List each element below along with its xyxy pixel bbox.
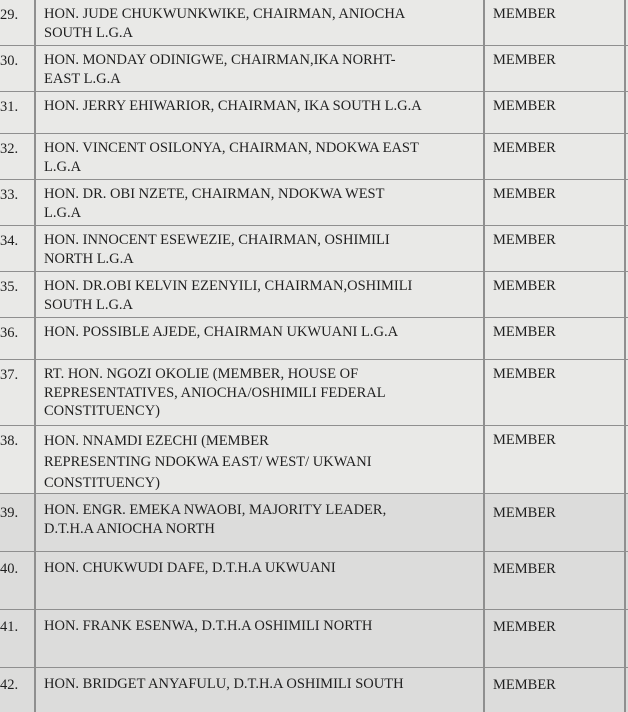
table-row — [0, 92, 628, 134]
member-name: HON. ENGR. EMEKA NWAOBI, MAJORITY LEADER, D.T.H.A ANIOCHA NORTH — [44, 502, 387, 537]
member-name: HON. INNOCENT ESEWEZIE, CHAIRMAN, OSHIMILI NORTH L.G.A — [44, 232, 390, 267]
row-number: 40. — [0, 561, 19, 577]
member-name: HON. CHUKWUDI DAFE, D.T.H.A UKWUANI — [44, 560, 336, 576]
member-name: HON. MONDAY ODINIGWE, CHAIRMAN,IKA NORHT- EAST L.G.A — [44, 52, 396, 87]
table-row — [0, 272, 628, 318]
member-role: MEMBER — [493, 98, 556, 114]
table-row — [0, 226, 628, 272]
member-role: MEMBER — [493, 6, 556, 22]
member-name: HON. POSSIBLE AJEDE, CHAIRMAN UKWUANI L.G.A — [44, 324, 399, 340]
member-name: HON. JERRY EHIWARIOR, CHAIRMAN, IKA SOUTH L.G.A — [44, 98, 422, 114]
column-divider — [34, 0, 36, 712]
row-number: 30. — [0, 53, 19, 69]
row-number: 29. — [0, 7, 19, 23]
table-row — [0, 552, 628, 610]
member-role: MEMBER — [493, 561, 556, 577]
member-name: HON. DR.OBI KELVIN EZENYILI, CHAIRMAN,OSHIMILI SOUTH L.G.A — [44, 278, 413, 313]
table-row — [0, 668, 628, 712]
member-role: MEMBER — [493, 186, 556, 202]
row-number: 37. — [0, 367, 19, 383]
row-number: 41. — [0, 619, 19, 635]
table-row — [0, 46, 628, 92]
member-role: MEMBER — [493, 324, 556, 340]
member-name: HON. BRIDGET ANYAFULU, D.T.H.A OSHIMILI SOUTH — [44, 676, 404, 692]
member-role: MEMBER — [493, 366, 556, 382]
row-number: 33. — [0, 187, 19, 203]
member-name: HON. FRANK ESENWA, D.T.H.A OSHIMILI NORTH — [44, 618, 373, 634]
member-role: MEMBER — [493, 140, 556, 156]
table-row — [0, 318, 628, 360]
member-name: HON. DR. OBI NZETE, CHAIRMAN, NDOKWA WEST L.G.A — [44, 186, 385, 221]
row-number: 34. — [0, 233, 19, 249]
member-role: MEMBER — [493, 677, 556, 693]
table-row — [0, 360, 628, 426]
row-number: 31. — [0, 99, 19, 115]
member-name: HON. NNAMDI EZECHI (MEMBER REPRESENTING NDOKWA EAST/ WEST/ UKWANI CONSTITUENCY) — [44, 433, 372, 491]
member-role: MEMBER — [493, 432, 556, 448]
member-role: MEMBER — [493, 278, 556, 294]
table-row — [0, 0, 628, 46]
column-divider — [624, 0, 626, 712]
member-name: RT. HON. NGOZI OKOLIE (MEMBER, HOUSE OF REPRESENTATIVES, ANIOCHA/OSHIMILI FEDERAL CONSTITUENCY) — [44, 366, 386, 419]
table-row — [0, 494, 628, 552]
member-name: HON. JUDE CHUKWUNKWIKE, CHAIRMAN, ANIOCHA SOUTH L.G.A — [44, 6, 406, 41]
column-divider — [483, 0, 485, 712]
table-row — [0, 134, 628, 180]
member-role: MEMBER — [493, 505, 556, 521]
member-role: MEMBER — [493, 52, 556, 68]
member-role: MEMBER — [493, 232, 556, 248]
member-name: HON. VINCENT OSILONYA, CHAIRMAN, NDOKWA EAST L.G.A — [44, 140, 419, 175]
member-role: MEMBER — [493, 619, 556, 635]
row-number: 36. — [0, 325, 19, 341]
row-number: 38. — [0, 433, 19, 449]
row-number: 39. — [0, 505, 19, 521]
row-number: 32. — [0, 141, 19, 157]
table-row — [0, 610, 628, 668]
table-row — [0, 180, 628, 226]
row-number: 35. — [0, 279, 19, 295]
table-row — [0, 426, 628, 494]
row-number: 42. — [0, 677, 19, 693]
